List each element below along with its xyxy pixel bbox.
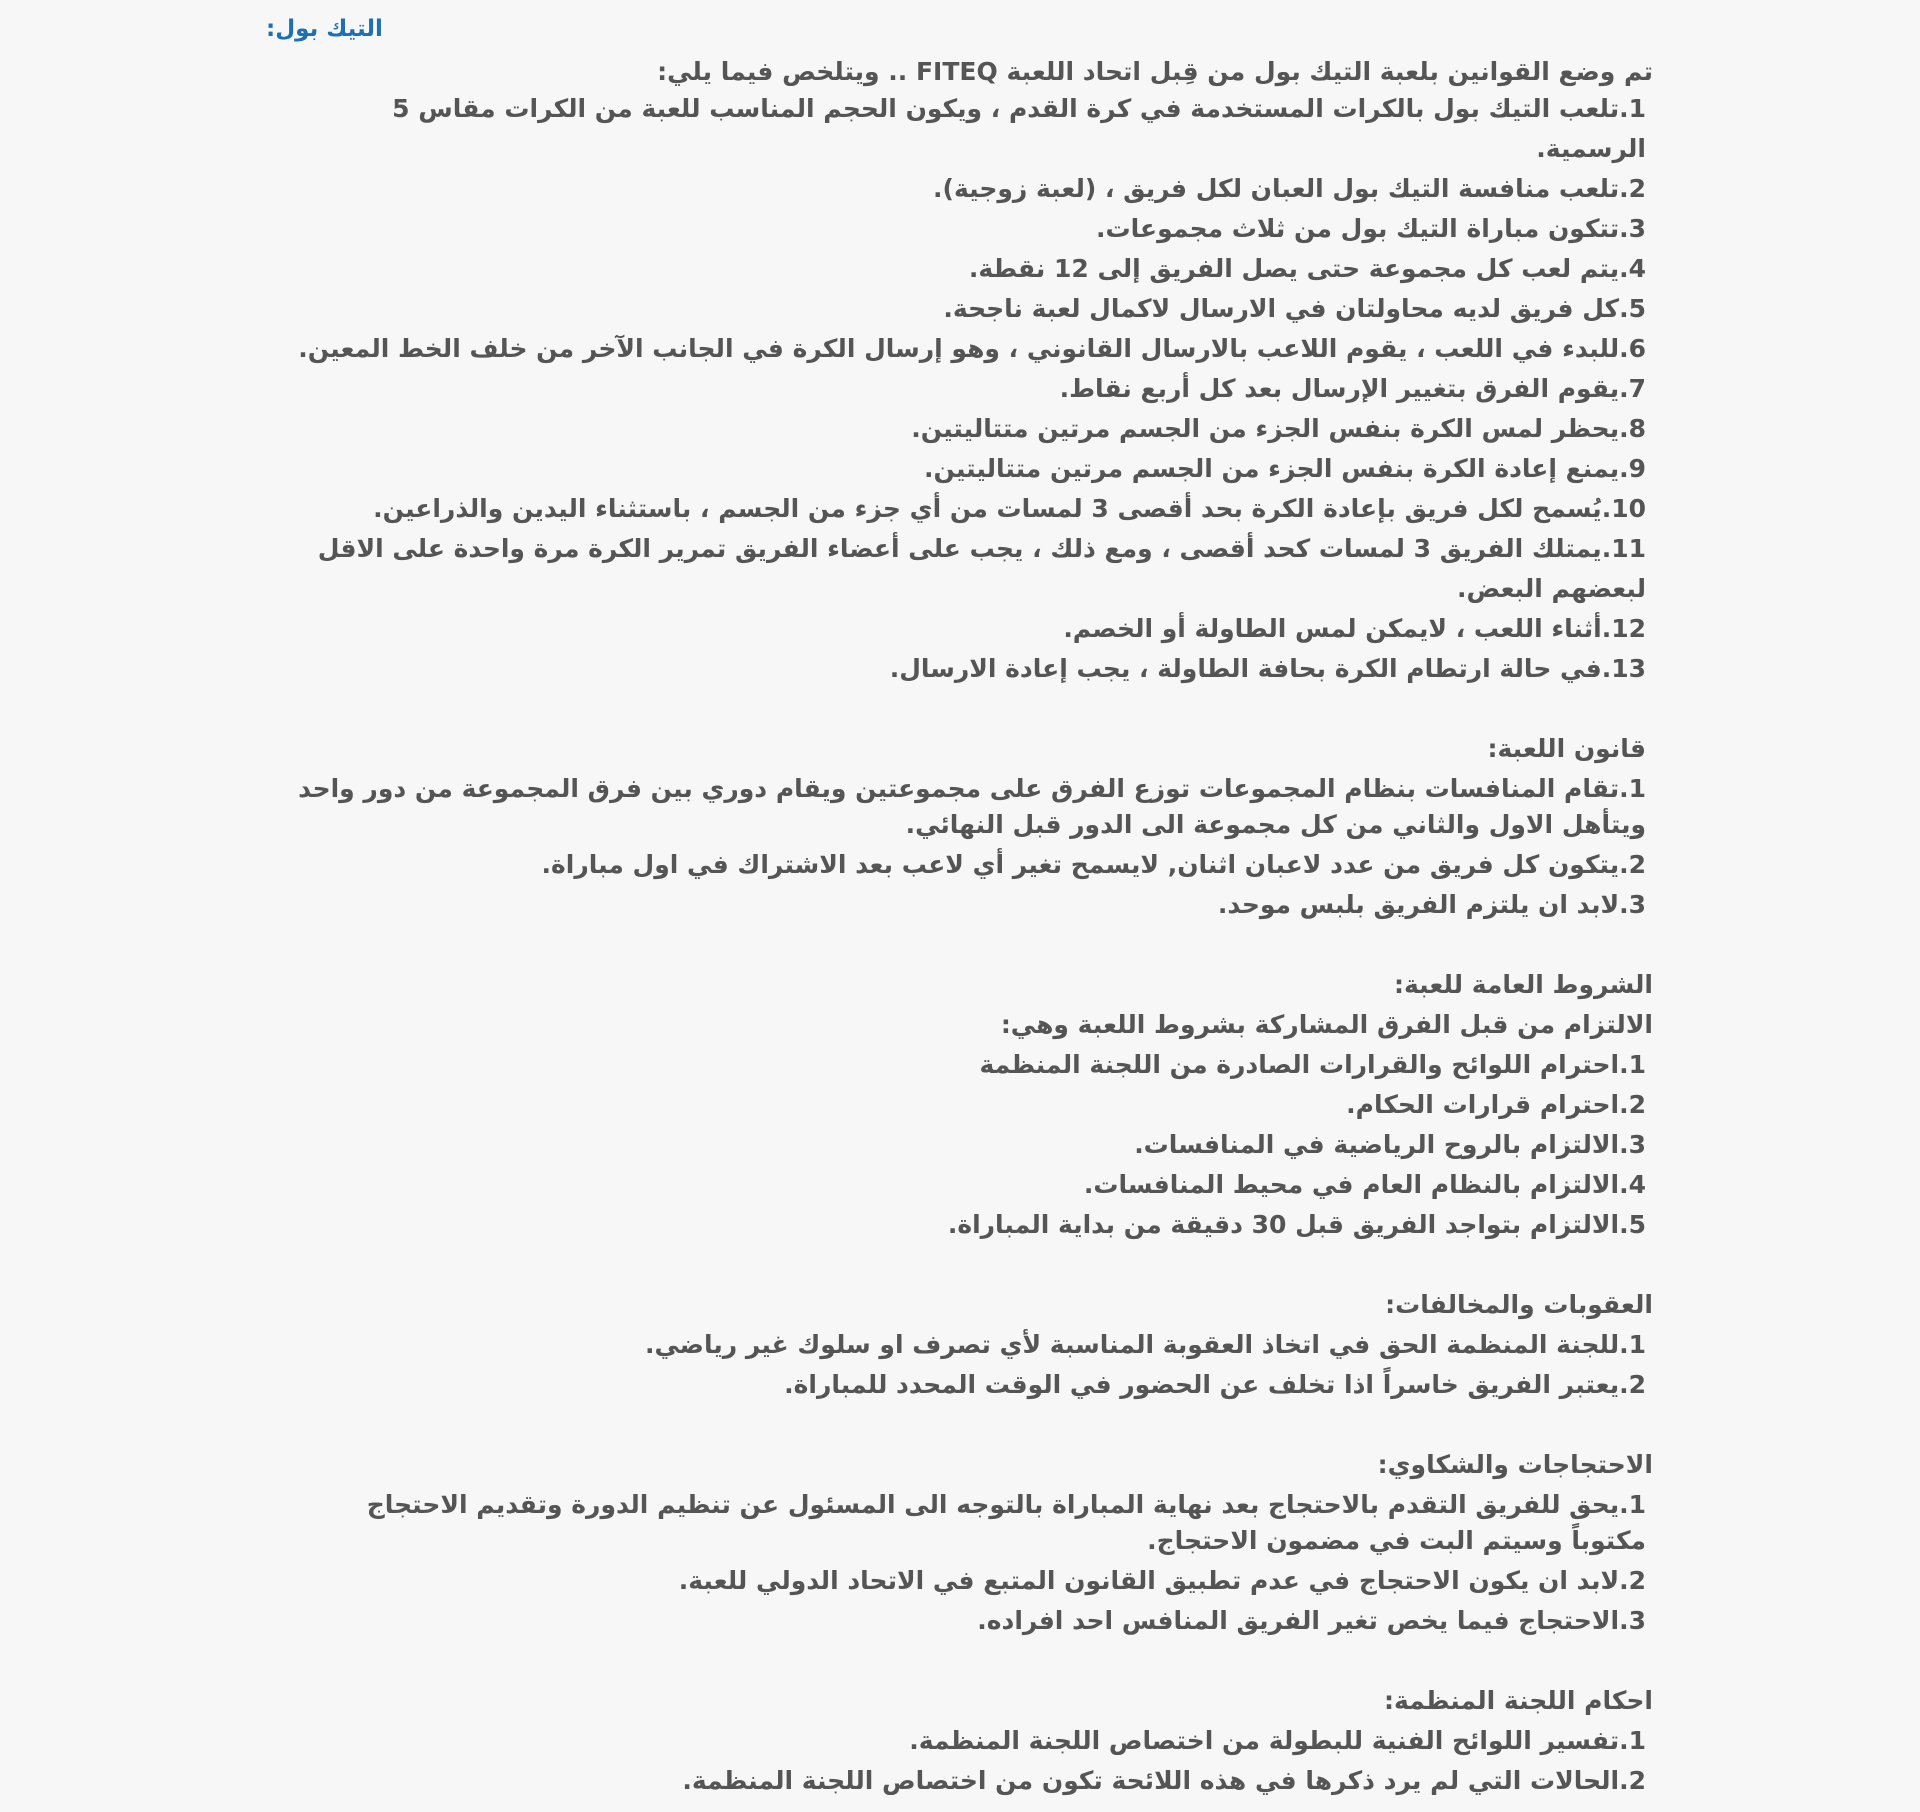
game-law-item: 1.تقام المنافسات بنظام المجموعات توزع الفرق على مجموعتين ويقام دوري بين فرق المجموعة من دور واحد ويتأهل الاول والثاني من كل مجموعة الى الدور قبل النهائي. <box>298 774 1646 839</box>
penalty-item: 2.يعتبر الفريق خاسراً اذا تخلف عن الحضور في الوقت المحدد للمباراة. <box>784 1370 1646 1399</box>
protests-heading: الاحتجاجات والشكاوي: <box>1377 1450 1653 1479</box>
condition-item: 5.الالتزام بتواجد الفريق قبل 30 دقيقة من بداية المباراة. <box>947 1210 1646 1239</box>
rule-item: 11.يمتلك الفريق 3 لمسات كحد أقصى ، ومع ذلك ، يجب على أعضاء الفريق تمرير الكرة مرة واحدة على الاقل لبعضهم البعض. <box>317 534 1646 603</box>
penalties-list <box>290 1325 1653 1405</box>
protest-item: 2.لابد ان يكون الاحتجاج في عدم تطبيق القانون المتبع في الاتحاد الدولي للعبة. <box>678 1566 1646 1595</box>
protest-item: 3.الاحتجاج فيما يخص تغير الفريق المنافس احد افراده. <box>977 1606 1646 1635</box>
rule-item: 13.في حالة ارتطام الكرة بحافة الطاولة ، يجب إعادة الارسال. <box>889 654 1646 683</box>
protests-list <box>290 1485 1653 1641</box>
condition-item: 4.الالتزام بالنظام العام في محيط المنافسات. <box>1083 1170 1646 1199</box>
rule-item: 10.يُسمح لكل فريق بإعادة الكرة بحد أقصى 3 لمسات من أي جزء من الجسم ، باستثناء اليدين والذراعين. <box>373 494 1646 523</box>
general-conditions-intro: الالتزام من قبل الفرق المشاركة بشروط اللعبة وهي: <box>1000 1010 1653 1039</box>
rule-item: 2.تلعب منافسة التيك بول العبان لكل فريق ، (لعبة زوجية). <box>933 174 1646 203</box>
game-law-item: 3.لابد ان يلتزم الفريق بلبس موحد. <box>1217 890 1646 919</box>
protest-item: 1.يحق للفريق التقدم بالاحتجاج بعد نهاية المباراة بالتوجه الى المسئول عن تنظيم الدورة وتقديم الاحتجاج مكتوباً وسيتم البت في مضمون الاحتجاج. <box>366 1490 1646 1555</box>
committee-heading: احكام اللجنة المنظمة: <box>1384 1686 1653 1715</box>
rules-list <box>290 89 1653 689</box>
committee-list <box>290 1721 1653 1801</box>
game-law-list <box>290 769 1653 925</box>
general-conditions-heading: الشروط العامة للعبة: <box>1393 970 1653 999</box>
page-title: التيك بول: <box>266 16 383 42</box>
intro-paragraph: تم وضع القوانين بلعبة التيك بول من قِبل اتحاد اللعبة FITEQ .. ويتلخص فيما يلي: <box>657 57 1653 86</box>
rule-item: 9.يمنع إعادة الكرة بنفس الجزء من الجسم مرتين متتاليتين. <box>923 454 1646 483</box>
rule-item: 5.كل فريق لديه محاولتان في الارسال لاكمال لعبة ناجحة. <box>943 294 1646 323</box>
condition-item: 2.احترام قرارات الحكام. <box>1346 1090 1646 1119</box>
game-law-item: 2.يتكون كل فريق من عدد لاعبان اثنان, لايسمح تغير أي لاعب بعد الاشتراك في اول مباراة. <box>541 850 1646 879</box>
rule-item: 8.يحظر لمس الكرة بنفس الجزء من الجسم مرتين متتاليتين. <box>911 414 1646 443</box>
general-conditions-list <box>290 1045 1653 1245</box>
penalty-item: 1.للجنة المنظمة الحق في اتخاذ العقوبة المناسبة لأي تصرف او سلوك غير رياضي. <box>645 1330 1646 1359</box>
committee-item: 2.الحالات التي لم يرد ذكرها في هذه اللائحة تكون من اختصاص اللجنة المنظمة. <box>682 1766 1646 1795</box>
game-law-heading: قانون اللعبة: <box>1487 734 1646 763</box>
condition-item: 3.الالتزام بالروح الرياضية في المنافسات. <box>1134 1130 1646 1159</box>
penalties-heading: العقوبات والمخالفات: <box>1385 1290 1653 1319</box>
rule-item: 7.يقوم الفرق بتغيير الإرسال بعد كل أربع نقاط. <box>1059 374 1646 403</box>
rule-item: 1.تلعب التيك بول بالكرات المستخدمة في كرة القدم ، ويكون الحجم المناسب للعبة من الكرات مقاس 5 الرسمية. <box>392 94 1646 163</box>
committee-item: 1.تفسير اللوائح الفنية للبطولة من اختصاص اللجنة المنظمة. <box>909 1726 1646 1755</box>
document-body <box>290 54 1653 1801</box>
rule-item: 6.للبدء في اللعب ، يقوم اللاعب بالارسال القانوني ، وهو إرسال الكرة في الجانب الآخر من خلف الخط المعين. <box>298 334 1646 363</box>
rule-item: 3.تتكون مباراة التيك بول من ثلاث مجموعات. <box>1096 214 1646 243</box>
rule-item: 4.يتم لعب كل مجموعة حتى يصل الفريق إلى 12 نقطة. <box>968 254 1646 283</box>
condition-item: 1.احترام اللوائح والقرارات الصادرة من اللجنة المنظمة <box>979 1050 1646 1079</box>
rule-item: 12.أثناء اللعب ، لايمكن لمس الطاولة أو الخصم. <box>1063 614 1646 643</box>
